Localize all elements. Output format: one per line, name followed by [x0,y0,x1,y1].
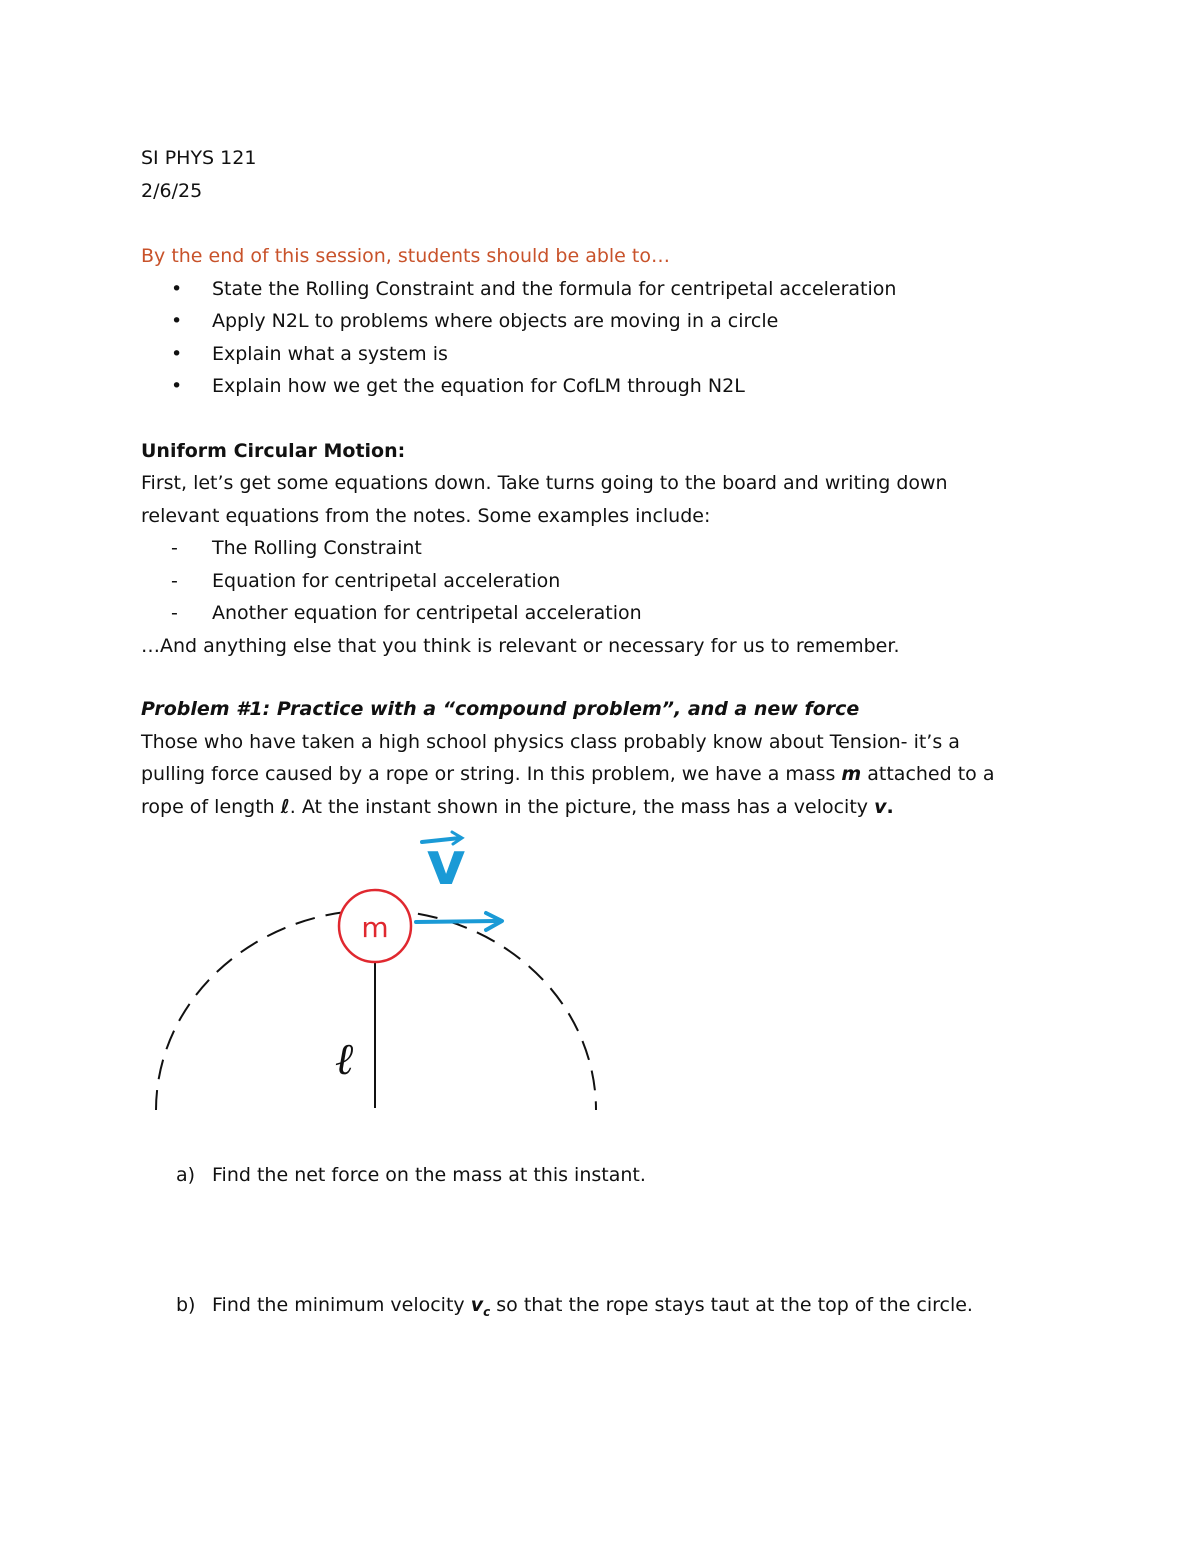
dash-icon: - [171,602,178,624]
problem1-heading: Problem #1: Practice with a “compound problem”, and a new force [141,698,860,720]
objectives-intro: By the end of this session, students should be able to… [141,245,670,267]
length-variable: ℓ [280,796,290,818]
objective-item: • Explain what a system is [171,343,448,365]
bullet-icon: • [171,278,183,300]
question-a: a) Find the net force on the mass at this instant. [176,1164,646,1186]
objective-item: • Apply N2L to problems where objects are moving in a circle [171,310,779,332]
bullet-icon: • [171,310,183,332]
ucm-closing: …And anything else that you think is relevant or necessary for us to remember. [141,635,900,657]
session-date: 2/6/25 [141,180,203,202]
ucm-paragraph-line: First, let’s get some equations down. Take turns going to the board and writing down [141,472,948,494]
ucm-paragraph-line: relevant equations from the notes. Some examples include: [141,505,711,527]
course-title: SI PHYS 121 [141,147,257,169]
problem1-text-line: pulling force caused by a rope or string. In this problem, we have a mass m attached to a [141,763,995,785]
dash-icon: - [171,537,178,559]
bullet-icon: • [171,375,183,397]
length-label: ℓ [334,1034,354,1085]
velocity-arrow [416,921,496,922]
velocity-label: v [426,829,466,899]
bullet-icon: • [171,343,183,365]
ucm-example-item: - Equation for centripetal acceleration [171,570,561,592]
objective-item: • State the Rolling Constraint and the formula for centripetal acceleration [171,278,897,300]
question-b: b) Find the minimum velocity $v_c$ so that the rope stays taut at the top of the circle. [176,1294,973,1319]
mass-label: m [361,911,389,944]
ucm-heading: Uniform Circular Motion: [141,440,406,462]
problem1-text-line: rope of length ℓ. At the instant shown in the picture, the mass has a velocity v. [141,796,894,818]
problem1-text-line: Those who have taken a high school physics class probably know about Tension- it’s a [141,731,960,753]
circular-motion-figure [140,820,620,1120]
mass-variable: m [841,763,862,785]
dash-icon: - [171,570,178,592]
ucm-example-item: - Another equation for centripetal acceleration [171,602,642,624]
velocity-variable: v [874,796,887,818]
objective-item: • Explain how we get the equation for CofLM through N2L [171,375,745,397]
ucm-example-item: - The Rolling Constraint [171,537,422,559]
